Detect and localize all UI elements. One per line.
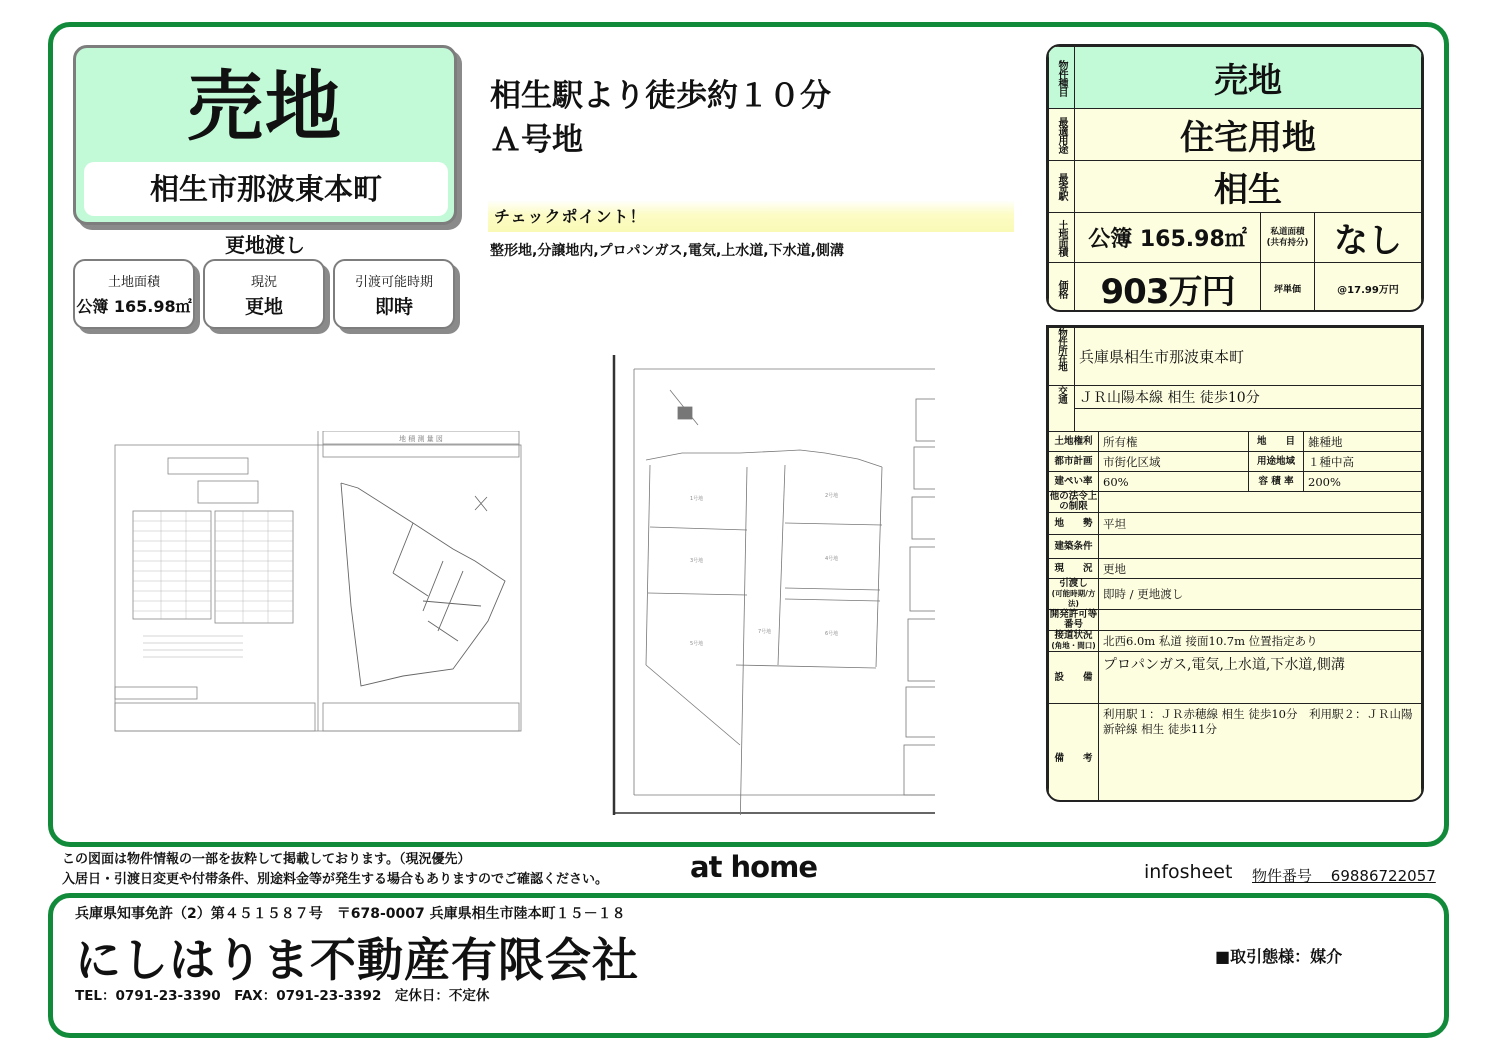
land-rights-value: 所有権: [1099, 432, 1249, 452]
handover-label: [1049, 579, 1099, 610]
nearest-station-label: 最寄駅: [1049, 161, 1075, 213]
property-type-value: 売地: [1075, 47, 1422, 109]
handover-value: 即時 / 更地渡し: [1099, 579, 1422, 610]
private-road-title: 私道面積: [1270, 226, 1305, 237]
handover-key-sub: (可能時期/方法): [1051, 589, 1096, 608]
land-area-card: [73, 259, 195, 329]
terrain-value: 平坦: [1099, 513, 1422, 535]
private-road-sub: (共有持分): [1266, 237, 1309, 248]
lot-label: 4号地: [825, 556, 839, 562]
property-type: 売地: [187, 62, 343, 151]
handover-time-value: 即時: [374, 296, 413, 318]
transaction-type: ■取引態様：媒介: [1215, 947, 1343, 966]
hero-card: [73, 45, 457, 225]
checkpoint-title: チェックポイント！: [494, 207, 647, 226]
lot-label: 3号地: [690, 558, 704, 564]
floor-area-ratio-value: 200%: [1304, 472, 1422, 492]
zoning-label: 用途地域: [1249, 452, 1304, 472]
survey-map-drawing: [113, 431, 523, 737]
unit-price-value: @17.99万円: [1315, 263, 1422, 313]
land-area-value: 公簿 165.98㎡: [1075, 213, 1261, 263]
lot-label: 5号地: [690, 641, 704, 647]
unit-price-label: 坪単価: [1261, 263, 1315, 313]
headline-line-2: Ａ号地: [490, 122, 583, 158]
land-category-label: 地 目: [1249, 432, 1304, 452]
property-number: [1252, 865, 1436, 886]
status-card: [203, 259, 325, 329]
handover-note: 更地渡し: [225, 233, 305, 257]
zoning-value: １種中高: [1304, 452, 1422, 472]
location-value: 兵庫県相生市那波東本町: [1075, 328, 1422, 386]
remarks-label: 備 考: [1049, 704, 1099, 803]
survey-title: 地 積 測 量 図: [399, 435, 443, 443]
other-restrictions-value: [1099, 492, 1422, 513]
property-type-label: 物件種目: [1049, 47, 1075, 109]
property-number-value: 69886722057: [1330, 867, 1436, 885]
company-name: にしはりま不動産有限会社: [75, 933, 639, 987]
subdivision-plan-svg: [610, 355, 935, 815]
survey-map-svg: [113, 431, 523, 737]
development-permit-label: 開発許可等番号: [1049, 609, 1098, 630]
remarks-value: 利用駅１：ＪＲ赤穂線 相生 徒歩10分 利用駅２：ＪＲ山陽新幹線 相生 徒歩11分: [1099, 704, 1422, 803]
land-category-value: 雑種地: [1304, 432, 1422, 452]
land-area-value: 公簿 165.98㎡: [76, 297, 192, 316]
road-access-value: 北西6.0m 私道 接面10.7m 位置指定あり: [1099, 631, 1422, 652]
handover-time-label: 引渡可能時期: [354, 275, 433, 290]
facilities-value: プロパンガス,電気,上水道,下水道,側溝: [1099, 652, 1422, 704]
building-coverage-value: 60%: [1099, 472, 1249, 492]
lot-label: 2号地: [825, 493, 839, 499]
area-name: 相生市那波東本町: [84, 162, 448, 216]
lot-label: 6号地: [825, 631, 839, 637]
current-status-value: 更地: [1099, 559, 1422, 579]
road-access-label: [1049, 631, 1099, 652]
lot-label: 7号地: [758, 629, 772, 635]
summary-table: [1046, 44, 1424, 312]
development-permit-value: [1099, 610, 1422, 631]
nearest-station-value: 相生: [1075, 161, 1422, 213]
other-restrictions-label: 他の法令上の制限: [1049, 491, 1098, 512]
disclaimer: [62, 850, 608, 890]
company-contact: TEL：0791-23-3390 FAX：0791-23-3392 定休日：不定休: [75, 988, 490, 1004]
floor-area-ratio-label: 容 積 率: [1249, 472, 1304, 492]
location-label: 物件所在地: [1049, 328, 1075, 386]
property-number-label: 物件番号: [1252, 867, 1313, 885]
handover-key: 引渡し: [1059, 578, 1088, 589]
athome-logo: at home: [690, 850, 817, 884]
building-conditions-value: [1099, 535, 1422, 559]
lot-label: 1号地: [690, 496, 704, 502]
land-area-label: 土地面積: [107, 275, 160, 290]
subdivision-plan-drawing: [610, 355, 935, 815]
price-label: 価格: [1049, 263, 1075, 313]
handover-time-card: [333, 259, 455, 329]
terrain-label: 地 勢: [1049, 513, 1099, 535]
disclaimer-line-2: 入居日・引渡日変更や付帯条件、別途料金等が発生する場合もありますのでご確認ください。: [62, 872, 609, 887]
facilities-label: 設 備: [1049, 652, 1099, 704]
headline-line-1: 相生駅より徒歩約１０分: [490, 78, 831, 114]
current-status-label: 現 況: [1049, 559, 1099, 579]
infosheet-label: infosheet: [1144, 861, 1233, 883]
headline: [490, 74, 831, 162]
land-rights-label: 土地権利: [1049, 432, 1099, 452]
building-coverage-label: 建ぺい率: [1049, 472, 1099, 492]
city-planning-label: 都市計画: [1049, 452, 1099, 472]
transport-label: 交通: [1049, 386, 1075, 432]
city-planning-value: 市街化区域: [1099, 452, 1249, 472]
disclaimer-line-1: この図面は物件情報の一部を抜粋して掲載しております。（現況優先）: [62, 852, 471, 867]
road-access-key-sub: (角地・間口): [1051, 641, 1096, 650]
private-road-value: なし: [1315, 213, 1422, 263]
price-value: 903万円: [1075, 263, 1261, 313]
building-conditions-label: 建築条件: [1049, 535, 1099, 559]
detail-table: [1046, 325, 1424, 802]
transport-line-2: [1075, 409, 1422, 432]
land-area-label: 土地面積: [1049, 213, 1075, 263]
road-access-key: 接道状況: [1054, 630, 1093, 641]
license-and-address: 兵庫県知事免許（2）第４５１５８７号 〒678-0007 兵庫県相生市陸本町１５－１８: [75, 906, 626, 922]
private-road-label: [1261, 213, 1315, 263]
best-use-value: 住宅用地: [1075, 109, 1422, 161]
best-use-label: 最適用途: [1049, 109, 1075, 161]
checkpoint-body: 整形地,分譲地内,プロパンガス,電気,上水道,下水道,側溝: [490, 243, 844, 259]
status-value: 更地: [244, 296, 283, 318]
transport-line-1: ＪＲ山陽本線 相生 徒歩10分: [1075, 386, 1422, 409]
status-label: 現況: [250, 275, 277, 290]
